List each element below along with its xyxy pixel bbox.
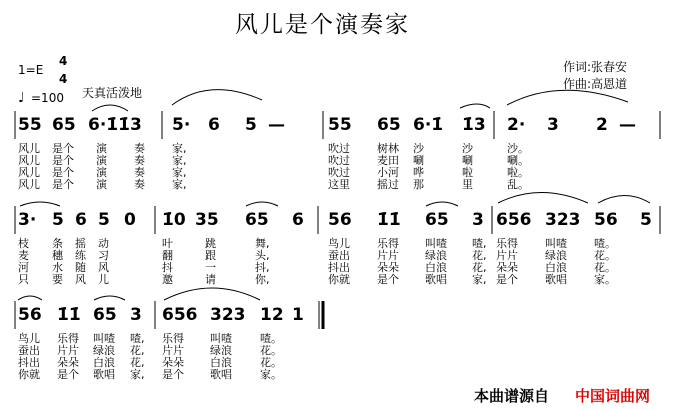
- lyric-word: 练: [75, 249, 86, 262]
- tempo-mark: =100: [31, 91, 64, 105]
- quarter-note-icon: ♩: [18, 90, 25, 106]
- lyric-word: 唰。: [507, 154, 529, 167]
- note-group: 1̇1̇: [377, 210, 401, 230]
- lyric-word: 喳,: [472, 237, 487, 250]
- lyric-word: 片片: [162, 344, 184, 357]
- note-group: 55: [18, 115, 42, 135]
- note-group: 5: [245, 115, 257, 135]
- lyric-word: 白浪: [425, 261, 447, 274]
- lyric-word: 你就: [18, 368, 40, 381]
- note-group: 65: [425, 210, 449, 230]
- note-group: 3: [472, 210, 484, 230]
- lyric-word: 花,: [472, 249, 487, 262]
- lyric-word: 绿浪: [425, 249, 447, 262]
- lyric-word: 跳: [205, 237, 216, 250]
- lyric-word: 演: [96, 142, 107, 155]
- lyric-word: 片片: [377, 249, 399, 262]
- lyric-word: 水: [52, 261, 63, 274]
- note-group: 6: [208, 115, 220, 135]
- lyric-word: 只: [18, 273, 29, 286]
- lyric-word: 鸟儿: [18, 332, 40, 345]
- lyric-word: 你就: [328, 273, 350, 286]
- lyric-word: 白浪: [210, 356, 232, 369]
- lyric-word: 奏: [134, 154, 145, 167]
- lyric-word: 蚕出: [18, 344, 40, 357]
- lyric-word: 抖出: [18, 356, 40, 369]
- lyric-word: 片片: [496, 249, 518, 262]
- note-group: 323: [210, 305, 246, 325]
- lyric-word: 乐得: [162, 332, 184, 345]
- lyric-word: 树林: [377, 142, 399, 155]
- lyric-word: 啦。: [507, 166, 529, 179]
- lyric-word: 要: [52, 273, 63, 286]
- lyric-word: 沙。: [507, 142, 529, 155]
- note-group: —: [268, 115, 285, 135]
- lyric-word: 喳。: [260, 332, 282, 345]
- lyric-word: 绿浪: [545, 249, 567, 262]
- lyric-word: 跟: [205, 249, 216, 262]
- footer-source-label: 本曲谱源自: [474, 387, 550, 405]
- lyric-word: 里: [462, 178, 473, 191]
- note-group: 5: [52, 210, 64, 230]
- key-signature: 1=E: [18, 63, 44, 77]
- lyric-word: 一: [205, 261, 216, 274]
- lyric-word: 乐得: [57, 332, 79, 345]
- lyric-word: 朵朵: [496, 261, 518, 274]
- lyric-word: 家,: [472, 273, 487, 286]
- lyric-word: 唰: [413, 154, 424, 167]
- note-group: 656: [496, 210, 532, 230]
- lyric-word: 白浪: [93, 356, 115, 369]
- lyric-word: 麦田: [377, 154, 399, 167]
- note-group: 65: [377, 115, 401, 135]
- lyric-word: 花,: [472, 261, 487, 274]
- lyric-word: 是个: [52, 154, 74, 167]
- lyric-word: 家。: [260, 368, 282, 381]
- note-group: 56: [328, 210, 352, 230]
- lyric-word: 随: [75, 261, 86, 274]
- composer-credit: 作曲:高恩道: [563, 77, 628, 91]
- lyric-word: 歌唱: [210, 368, 232, 381]
- lyric-word: 风儿: [18, 154, 40, 167]
- lyric-word: 家,: [172, 166, 187, 179]
- lyric-word: 喳,: [130, 332, 145, 345]
- lyric-word: 奏: [134, 178, 145, 191]
- lyric-word: 花。: [260, 344, 282, 357]
- lyric-word: 家,: [130, 368, 145, 381]
- lyricist-credit: 作词:张春安: [563, 60, 628, 74]
- lyric-word: 歌唱: [545, 273, 567, 286]
- lyric-word: 哗: [413, 166, 424, 179]
- time-signature-top: 4: [59, 54, 68, 68]
- note-group: 3·: [18, 210, 37, 230]
- lyric-word: 动: [98, 237, 109, 250]
- note-group: 3: [547, 115, 559, 135]
- lyric-word: 家,: [172, 142, 187, 155]
- note-group: 6: [292, 210, 304, 230]
- page-title: 风儿是个演奏家: [235, 12, 410, 38]
- lyric-word: 邀: [162, 273, 173, 286]
- note-group: 56: [18, 305, 42, 325]
- lyric-word: 舞,: [255, 237, 270, 250]
- note-group: 65: [93, 305, 117, 325]
- lyric-word: 家,: [172, 154, 187, 167]
- lyric-word: 叫喳: [425, 237, 447, 250]
- lyric-word: 头,: [255, 249, 270, 262]
- note-group: 12: [260, 305, 284, 325]
- lyric-word: 抖,: [255, 261, 270, 274]
- time-signature-bottom: 4: [59, 72, 68, 86]
- note-group: 656: [162, 305, 198, 325]
- note-group: 5: [640, 210, 652, 230]
- lyric-word: 枝: [18, 237, 29, 250]
- lyric-word: 朵朵: [162, 356, 184, 369]
- lyric-word: 白浪: [545, 261, 567, 274]
- lyric-word: 蚕出: [328, 249, 350, 262]
- lyric-word: 演: [96, 166, 107, 179]
- lyric-word: 花。: [594, 249, 616, 262]
- lyric-word: 朵朵: [57, 356, 79, 369]
- lyric-word: 喳。: [594, 237, 616, 250]
- lyric-word: 小河: [377, 166, 399, 179]
- lyric-word: 你,: [255, 273, 270, 286]
- lyric-word: 啦: [462, 166, 473, 179]
- lyric-word: 那: [413, 178, 424, 191]
- lyric-word: 家,: [172, 178, 187, 191]
- lyric-word: 歌唱: [425, 273, 447, 286]
- lyric-word: 风儿: [18, 166, 40, 179]
- note-group: —: [619, 115, 636, 135]
- lyric-word: 翻: [162, 249, 173, 262]
- lyric-word: 风儿: [18, 178, 40, 191]
- note-group: 55: [328, 115, 352, 135]
- note-group: 2: [596, 115, 608, 135]
- lyric-word: 穗: [52, 249, 63, 262]
- note-group: 2·: [507, 115, 526, 135]
- lyric-word: 花。: [260, 356, 282, 369]
- lyric-word: 习: [98, 249, 109, 262]
- lyric-word: 绿浪: [93, 344, 115, 357]
- lyric-word: 绿浪: [210, 344, 232, 357]
- lyric-word: 吹过: [328, 154, 350, 167]
- lyric-word: 沙: [413, 142, 424, 155]
- lyric-word: 叶: [162, 237, 173, 250]
- note-group: 6·1̇1̇3: [88, 115, 142, 135]
- lyric-word: 叫喳: [93, 332, 115, 345]
- note-group: 35: [195, 210, 219, 230]
- lyric-word: 是个: [52, 178, 74, 191]
- lyric-word: 乐得: [496, 237, 518, 250]
- lyric-word: 吹过: [328, 166, 350, 179]
- lyric-word: 乱。: [507, 178, 529, 191]
- expression-mark: 天真活泼地: [82, 86, 143, 100]
- note-group: 323: [545, 210, 581, 230]
- lyric-word: 歌唱: [93, 368, 115, 381]
- lyric-word: 风儿: [18, 142, 40, 155]
- lyric-word: 沙: [462, 142, 473, 155]
- note-group: 0: [124, 210, 136, 230]
- note-group: 6: [75, 210, 87, 230]
- lyric-word: 唰: [462, 154, 473, 167]
- note-group: 1: [292, 305, 304, 325]
- lyric-word: 奏: [134, 166, 145, 179]
- lyric-word: 抖: [162, 261, 173, 274]
- footer-site-link[interactable]: 中国词曲网: [575, 387, 651, 405]
- lyric-word: 叫喳: [210, 332, 232, 345]
- lyric-word: 摇: [75, 237, 86, 250]
- lyric-word: 这里: [328, 178, 350, 191]
- lyric-word: 演: [96, 178, 107, 191]
- lyric-word: 家。: [594, 273, 616, 286]
- note-group: 1̇3: [462, 115, 486, 135]
- note-group: 6·1̇: [413, 115, 444, 135]
- lyric-word: 花。: [594, 261, 616, 274]
- lyric-word: 是个: [496, 273, 518, 286]
- lyric-word: 演: [96, 154, 107, 167]
- lyric-word: 是个: [57, 368, 79, 381]
- lyric-word: 朵朵: [377, 261, 399, 274]
- note-group: 1̇0: [162, 210, 186, 230]
- lyric-word: 麦: [18, 249, 29, 262]
- lyric-word: 儿: [98, 273, 109, 286]
- note-group: 1̇1̇: [57, 305, 81, 325]
- lyric-word: 风: [75, 273, 86, 286]
- lyric-word: 片片: [57, 344, 79, 357]
- note-group: 5·: [172, 115, 191, 135]
- lyric-word: 摇过: [377, 178, 399, 191]
- lyric-word: 是个: [52, 142, 74, 155]
- lyric-word: 是个: [52, 166, 74, 179]
- lyric-word: 是个: [377, 273, 399, 286]
- lyric-word: 吹过: [328, 142, 350, 155]
- note-group: 3: [130, 305, 142, 325]
- lyric-word: 花,: [130, 344, 145, 357]
- note-group: 56: [594, 210, 618, 230]
- lyric-word: 条: [52, 237, 63, 250]
- lyric-word: 是个: [162, 368, 184, 381]
- note-group: 65: [245, 210, 269, 230]
- lyric-word: 抖出: [328, 261, 350, 274]
- lyric-word: 奏: [134, 142, 145, 155]
- lyric-word: 河: [18, 261, 29, 274]
- note-group: 65: [52, 115, 76, 135]
- lyric-word: 花,: [130, 356, 145, 369]
- lyric-word: 叫喳: [545, 237, 567, 250]
- lyric-word: 请: [205, 273, 216, 286]
- lyric-word: 鸟儿: [328, 237, 350, 250]
- lyric-word: 乐得: [377, 237, 399, 250]
- lyric-word: 风: [98, 261, 109, 274]
- note-group: 5: [98, 210, 110, 230]
